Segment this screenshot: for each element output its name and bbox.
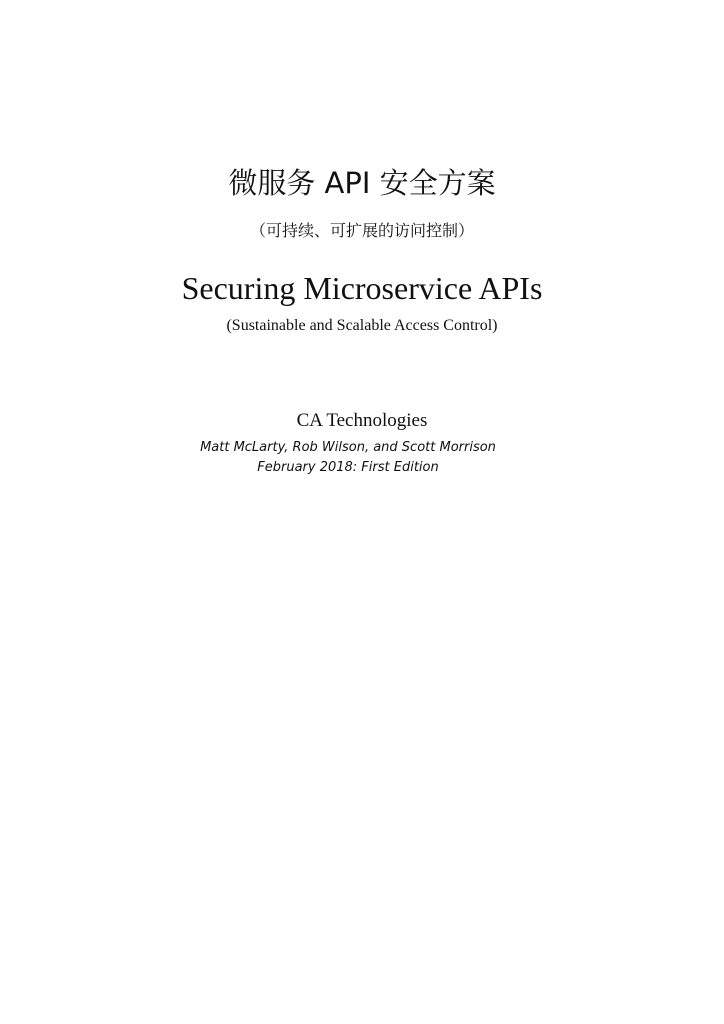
chinese-title: 微服务 API 安全方案: [228, 166, 496, 200]
english-subtitle: (Sustainable and Scalable Access Control): [226, 317, 498, 334]
english-title: Securing Microservice APIs: [181, 270, 543, 306]
chinese-subtitle: （可持续、可扩展的访问控制）: [249, 221, 474, 240]
edition-line: February 2018: First Edition: [257, 460, 439, 475]
author-list: Matt McLarty, Rob Wilson, and Scott Morrison: [200, 440, 496, 455]
organization-name: CA Technologies: [296, 410, 428, 431]
